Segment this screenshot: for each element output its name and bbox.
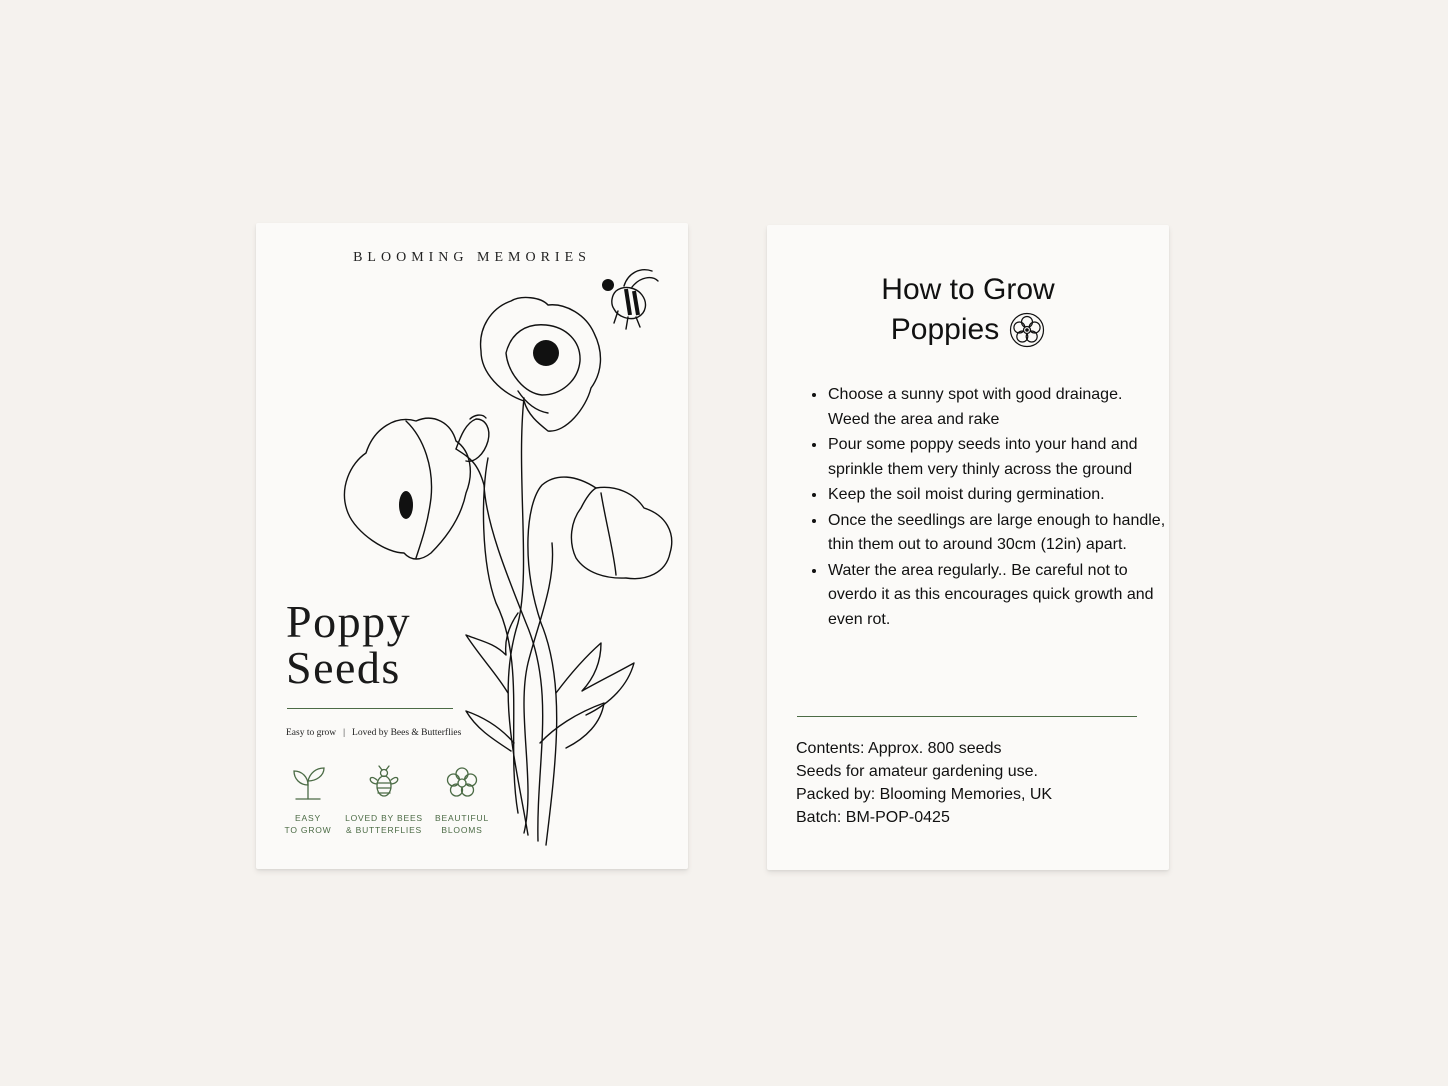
flower-icon xyxy=(1009,312,1045,348)
growing-step: • Once the seedlings are large enough to handle, thin them out to around 30cm (12in) apart. xyxy=(827,509,1167,558)
info-divider xyxy=(797,716,1137,717)
feature-label-line-2: TO GROW xyxy=(284,825,332,835)
contents-text: Contents: Approx. 800 seeds xyxy=(796,740,1002,757)
growing-step: • Choose a sunny spot with good drainage. Weed the area and rake xyxy=(827,383,1167,432)
instructions-title-line-1: How to Grow xyxy=(881,273,1055,306)
tagline xyxy=(286,728,461,738)
product-title xyxy=(286,596,412,693)
bee-icon xyxy=(364,763,404,803)
tagline-part-1: Easy to grow xyxy=(286,728,337,738)
growing-step: • Keep the soil moist during germination. xyxy=(827,483,1167,508)
title-divider xyxy=(287,708,453,709)
usage-text: Seeds for amateur gardening use. xyxy=(796,763,1038,780)
feature-loved-by-bees xyxy=(344,763,424,836)
brand-name: BLOOMING MEMORIES xyxy=(353,250,591,265)
tagline-part-2: Loved by Bees & Butterflies xyxy=(352,728,462,738)
flower-icon xyxy=(442,763,482,803)
feature-label-line-1: LOVED BY BEES xyxy=(345,813,423,823)
growing-step: • Water the area regularly.. Be careful not to overdo it as this encourages quick growth and even rot. xyxy=(827,559,1167,633)
batch-text: Batch: BM-POP-0425 xyxy=(796,809,950,826)
feature-label-line-1: BEAUTIFUL xyxy=(435,813,489,823)
growing-step: • Pour some poppy seeds into your hand and sprinkle them very thinly across the ground xyxy=(827,433,1167,482)
packet-info xyxy=(796,737,1052,829)
seed-packet-back xyxy=(767,225,1169,870)
tagline-separator: | xyxy=(343,728,346,738)
seedling-icon xyxy=(288,763,328,803)
growing-steps-list xyxy=(803,383,1167,633)
title-line-2: Seeds xyxy=(286,642,401,693)
feature-label-line-2: & BUTTERFLIES xyxy=(345,825,423,835)
feature-beautiful-blooms xyxy=(422,763,502,836)
instructions-title-line-2: Poppies xyxy=(890,313,1000,346)
instructions-title xyxy=(767,270,1169,350)
feature-label-line-2: BLOOMS xyxy=(441,825,483,835)
packer-text: Packed by: Blooming Memories, UK xyxy=(796,786,1053,803)
seed-packet-front xyxy=(256,223,688,869)
title-line-1: Poppy xyxy=(286,596,412,647)
feature-label-line-1: EASY xyxy=(295,813,321,823)
feature-easy-to-grow xyxy=(268,763,348,836)
